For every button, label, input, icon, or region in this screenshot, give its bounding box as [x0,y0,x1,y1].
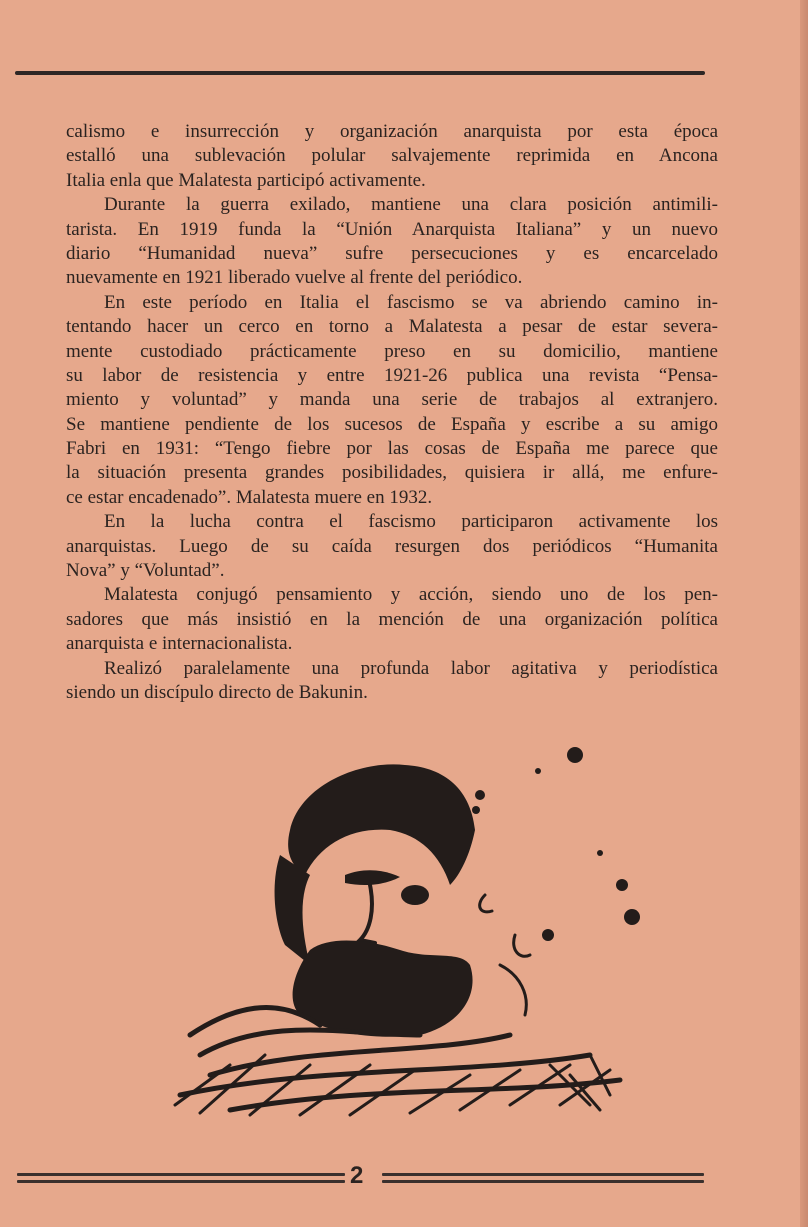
paragraph-start: En este período en Italia el fascismo se va abriendo camino in- [104,291,718,313]
text-line: siendo un discípulo directo de Bakunin. [66,681,368,703]
text-line: anarquista e internacionalista. [66,633,293,655]
footer-rule-left-bottom [17,1180,345,1183]
text-line: la situación presenta grandes posibilidades, quisiera ir allá, me enfure- [66,462,718,484]
text-line: Italia enla que Malatesta participó activamente. [66,169,426,191]
body-text [66,120,718,705]
text-line: estalló una sublevación polular salvajemente reprimida en Ancona [66,145,718,167]
paragraph-start: Malatesta conjugó pensamiento y acción, siendo uno de los pen- [104,584,718,606]
page-edge [800,0,808,1227]
paragraph-start: Realizó paralelamente una profunda labor agitativa y periodística [104,657,718,679]
page-number: 2 [350,1162,364,1189]
text-line: tentando hacer un cerco en torno a Malatesta a pesar de estar severa- [66,316,718,338]
text-line: miento y voluntad” y manda una serie de trabajos al extranjero. [66,389,718,411]
top-rule [15,71,705,75]
text-line: anarquistas. Luego de su caída resurgen dos periódicos “Humanita [66,535,718,557]
paragraph-start: En la lucha contra el fascismo participaron activamente los [104,511,718,533]
text-line: su labor de resistencia y entre 1921-26 publica una revista “Pensa- [66,364,718,386]
portrait-sketch-illustration [170,735,730,1120]
footer-rule-right-top [382,1173,704,1176]
footer-rule-left-top [17,1173,345,1176]
text-line: mente custodiado prácticamente preso en su domicilio, mantiene [66,340,718,362]
text-line: Se mantiene pendiente de los sucesos de España y escribe a su amigo [66,413,718,435]
footer-rule-right-bottom [382,1180,704,1183]
text-line: ce estar encadenado”. Malatesta muere en 1932. [66,486,433,508]
text-line: Nova” y “Voluntad”. [66,560,225,582]
text-line: nuevamente en 1921 liberado vuelve al frente del periódico. [66,267,523,289]
text-line: sadores que más insistió en la mención de una organización política [66,608,718,630]
text-line: calismo e insurrección y organización anarquista por esta época [66,121,718,142]
text-line: Fabri en 1931: “Tengo fiebre por las cosas de España me parece que [66,438,718,460]
paragraph-start: Durante la guerra exilado, mantiene una clara posición antimili- [104,194,718,216]
text-line: tarista. En 1919 funda la “Unión Anarquista Italiana” y un nuevo [66,218,718,240]
text-line: diario “Humanidad nueva” sufre persecuciones y es encarcelado [66,242,718,264]
